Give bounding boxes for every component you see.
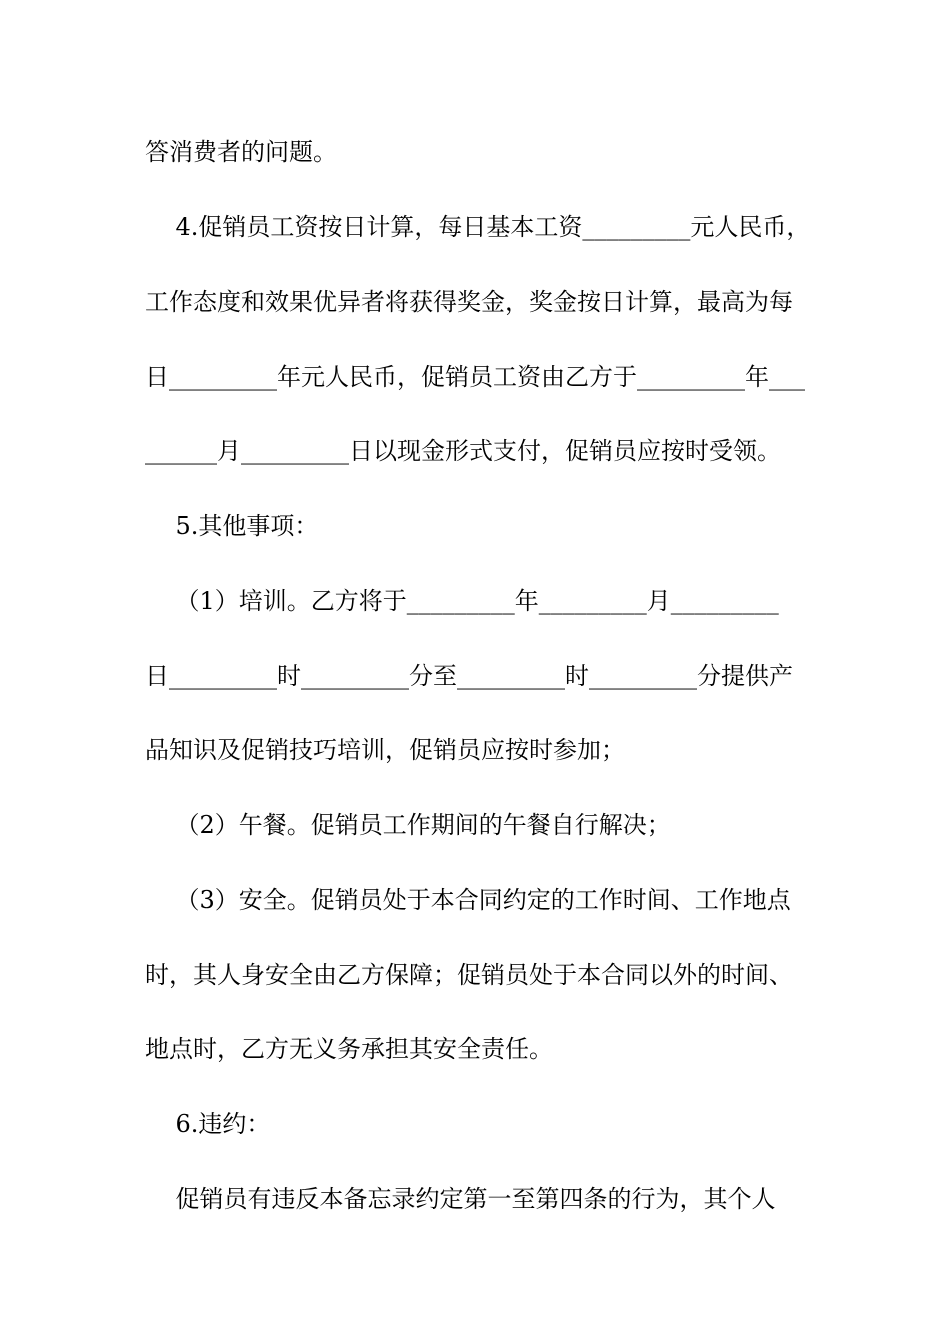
paragraph-line: 日_________年元人民币，促销员工资由乙方于_________年___ — [145, 363, 805, 391]
paragraph-line: 促销员有违反本备忘录约定第一至第四条的行为，其个人 — [145, 1185, 776, 1213]
paragraph-line: 日_________时_________分至_________时_________分提供产 — [145, 662, 793, 690]
paragraph-line: （1）培训。乙方将于_________年_________月_________ — [145, 587, 779, 615]
paragraph-line: 时，其人身安全由乙方保障；促销员处于本合同以外的时间、 — [145, 961, 793, 989]
paragraph-line: 4.促销员工资按日计算，每日基本工资_________元人民币， — [145, 213, 811, 241]
paragraph-line: ______月_________日以现金形式支付，促销员应按时受领。 — [145, 437, 781, 465]
paragraph-line: 品知识及促销技巧培训，促销员应按时参加； — [145, 736, 625, 764]
paragraph-line: 工作态度和效果优异者将获得奖金，奖金按日计算，最高为每 — [145, 288, 793, 316]
paragraph-line: （3）安全。促销员处于本合同约定的工作时间、工作地点 — [145, 886, 791, 914]
paragraph-line: （2）午餐。促销员工作期间的午餐自行解决； — [145, 811, 671, 839]
section-heading: 6.违约： — [145, 1110, 271, 1138]
paragraph-line: 答消费者的问题。 — [145, 138, 337, 166]
section-heading: 5.其他事项： — [145, 512, 319, 540]
paragraph-line: 地点时，乙方无义务承担其安全责任。 — [145, 1035, 553, 1063]
